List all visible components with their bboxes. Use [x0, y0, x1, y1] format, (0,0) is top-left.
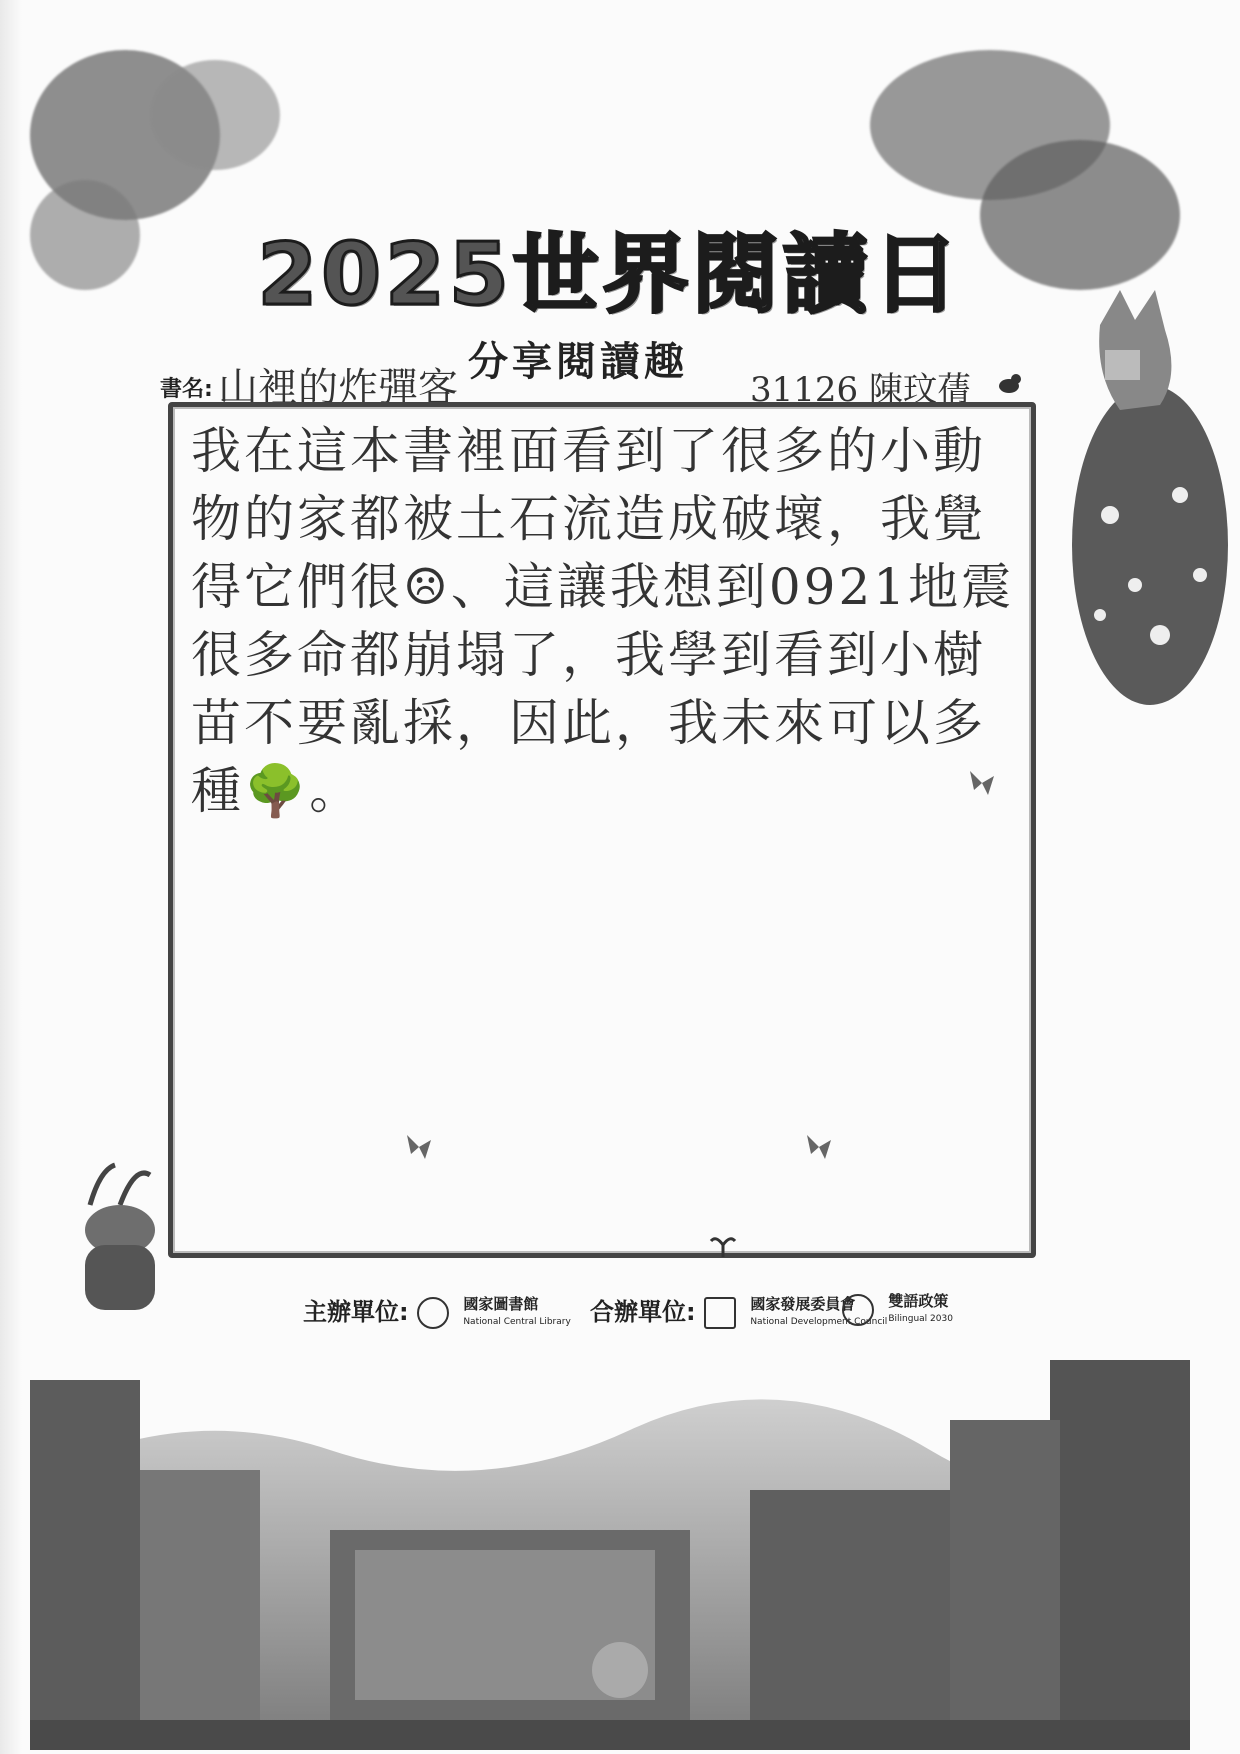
fox-on-mushroom-illustration — [1040, 285, 1230, 705]
bird-icon — [995, 370, 1023, 396]
butterfly-icon — [805, 1132, 833, 1162]
policy-name: 雙語政策 — [888, 1292, 949, 1310]
national-central-library-logo-icon — [417, 1297, 449, 1329]
ndc-logo-icon — [704, 1297, 736, 1329]
co-organizer-name-en: National Development Council — [750, 1317, 888, 1327]
writing-box — [168, 402, 1036, 1258]
essay-handwritten-text: 我在這本書裡面看到了很多的小動物的家都被土石流造成破壞，我覺得它們很☹、這讓我想到0921地震很多命都崩塌了，我學到看到小樹苗不要亂採，因此，我未來可以多種🌳。 — [191, 422, 1015, 820]
scan-edge — [0, 0, 22, 1754]
bookshelf-landscape-illustration — [30, 1360, 1190, 1750]
policy-name-en: Bilingual 2030 — [888, 1314, 953, 1324]
book-name-label: 書名: — [160, 377, 213, 402]
organizer-name-en: National Central Library — [463, 1317, 571, 1327]
organizer — [303, 1292, 571, 1331]
sprout-icon — [708, 1235, 738, 1257]
page-subtitle: 分享閱讀趣 — [468, 339, 688, 385]
page-title: 2025世界閱讀日 — [257, 225, 963, 325]
bilingual-policy — [842, 1292, 953, 1328]
book-name-handwritten: 山裡的炸彈客 — [218, 365, 458, 411]
deer-illustration — [40, 1155, 185, 1315]
organizer-label: 主辦單位: — [303, 1298, 409, 1326]
butterfly-icon — [968, 768, 996, 798]
co-organizer-label: 合辦單位: — [590, 1298, 696, 1326]
co-organizer-name: 國家發展委員會 — [750, 1295, 856, 1313]
organizer-name: 國家圖書館 — [463, 1295, 539, 1313]
bilingual-policy-logo-icon — [842, 1294, 874, 1326]
butterfly-icon — [405, 1132, 433, 1162]
student-id-name-handwritten: 31126 陳玟蒨 — [750, 370, 971, 410]
